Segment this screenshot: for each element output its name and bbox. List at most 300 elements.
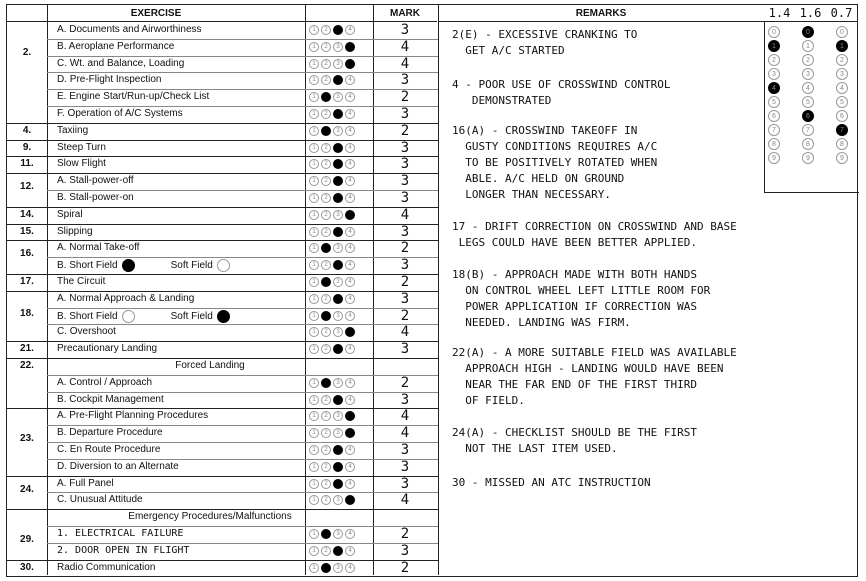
rating-bubble[interactable]: 2	[321, 529, 331, 539]
rating-bubble[interactable]: 2	[321, 159, 331, 169]
rating-bubble[interactable]: 1	[309, 344, 319, 354]
bubble-header	[305, 5, 373, 22]
exercise-label-cell	[57, 125, 88, 136]
score-digit-bubble[interactable]: 9	[836, 152, 848, 164]
rating-bubble[interactable]: 2	[321, 311, 331, 321]
exercise-label: A. Documents and Airworthiness	[57, 24, 202, 35]
rating-bubble[interactable]: 3	[333, 159, 343, 169]
table-row	[7, 240, 438, 260]
table-row	[7, 492, 438, 509]
soft-field-bubble[interactable]	[217, 259, 230, 272]
rating-bubble[interactable]: 4	[345, 563, 355, 573]
rating-bubble[interactable]: 3	[333, 395, 343, 405]
exercise-label: A. Control / Approach	[57, 376, 153, 388]
table-row	[7, 375, 438, 392]
rating-bubbles	[309, 344, 355, 354]
score-digit-bubble[interactable]: 0	[768, 26, 780, 38]
mark-value: 3	[400, 72, 410, 89]
mark-value: 4	[400, 408, 410, 425]
score-digit-bubble[interactable]: 7	[768, 124, 780, 136]
mark-header: MARK	[373, 5, 437, 22]
rating-bubble[interactable]: 1	[309, 495, 319, 505]
evaluation-sheet	[6, 4, 858, 577]
rating-bubble[interactable]: 2	[321, 193, 331, 203]
rating-bubbles	[309, 495, 355, 505]
rating-bubble[interactable]: 1	[309, 243, 319, 253]
exercise-label: A. Full Panel	[57, 477, 114, 489]
score-digit-bubble[interactable]: 0	[802, 26, 814, 38]
table-row	[7, 274, 438, 291]
exercise-label-cell	[57, 528, 183, 539]
table-row	[7, 526, 438, 543]
rating-bubble[interactable]: 4	[345, 210, 355, 220]
rating-bubble[interactable]: 1	[309, 311, 319, 321]
table-row	[7, 89, 438, 106]
exercise-label: B. Short Field	[57, 310, 118, 322]
exercise-label-cell	[57, 427, 163, 438]
rating-bubble[interactable]: 3	[333, 260, 343, 270]
rating-bubbles	[309, 260, 355, 270]
rating-bubble[interactable]: 2	[321, 126, 331, 136]
exercise-label-cell	[57, 545, 189, 556]
score-digit-bubble[interactable]: 5	[836, 96, 848, 108]
rating-bubbles	[309, 479, 355, 489]
exercise-label: Steep Turn	[57, 141, 106, 153]
score-digit-bubble[interactable]: 0	[836, 26, 848, 38]
score-digit-bubble[interactable]: 1	[836, 40, 848, 52]
table-row	[7, 190, 438, 207]
exercise-label: Radio Communication	[57, 561, 156, 573]
rating-bubble[interactable]: 4	[345, 193, 355, 203]
rating-bubble[interactable]: 2	[321, 92, 331, 102]
rating-bubble[interactable]: 1	[309, 176, 319, 186]
rating-bubble[interactable]: 2	[321, 260, 331, 270]
rating-bubble[interactable]: 4	[345, 243, 355, 253]
mark-value: 4	[400, 324, 410, 341]
exercise-label-cell	[57, 377, 152, 388]
mark-value: 2	[400, 526, 410, 542]
rating-bubble[interactable]: 2	[321, 479, 331, 489]
exercise-label: F. Operation of A/C Systems	[57, 108, 183, 119]
exercise-label-cell	[57, 562, 155, 573]
exercise-label: Emergency Procedures/Malfunctions	[128, 511, 292, 523]
rating-bubble[interactable]: 2	[321, 210, 331, 220]
rating-bubbles	[309, 294, 355, 304]
score-digit-bubble[interactable]: 2	[802, 54, 814, 66]
rating-bubble[interactable]: 1	[309, 479, 319, 489]
rating-bubble[interactable]: 3	[333, 227, 343, 237]
rating-bubble[interactable]: 2	[321, 546, 331, 556]
rating-bubble[interactable]: 2	[321, 243, 331, 253]
rating-bubble[interactable]: 3	[333, 445, 343, 455]
rating-bubbles	[309, 126, 355, 136]
exercise-number: 21.	[20, 343, 34, 355]
rating-bubble[interactable]: 4	[345, 143, 355, 153]
rating-bubbles	[309, 327, 355, 337]
rating-bubble[interactable]: 1	[309, 42, 319, 52]
rating-bubble[interactable]: 2	[321, 344, 331, 354]
rating-bubble[interactable]: 1	[309, 75, 319, 85]
rating-bubble[interactable]: 1	[309, 411, 319, 421]
score-digit-bubble[interactable]: 6	[836, 110, 848, 122]
rating-bubble[interactable]: 3	[333, 126, 343, 136]
mark-value: 2	[400, 307, 410, 324]
exercise-header: EXERCISE	[7, 5, 305, 22]
rating-bubble[interactable]: 3	[333, 143, 343, 153]
rating-bubble[interactable]: 1	[309, 378, 319, 388]
rating-bubble[interactable]: 4	[345, 428, 355, 438]
exercise-label: C. Wt. and Balance, Loading	[57, 57, 185, 69]
score-digit-bubble[interactable]: 1	[802, 40, 814, 52]
rating-bubble[interactable]: 2	[321, 227, 331, 237]
rating-bubble[interactable]: 1	[309, 92, 319, 102]
exercise-label: E. Engine Start/Run-up/Check List	[57, 91, 210, 103]
soft-field-label: Soft Field	[170, 310, 213, 322]
table-row	[7, 72, 438, 89]
rating-bubble[interactable]: 4	[345, 159, 355, 169]
exercise-number: 30.	[20, 561, 34, 573]
soft-field-bubble[interactable]	[217, 310, 230, 323]
score-digit-bubble[interactable]: 7	[802, 124, 814, 136]
exercise-label: Forced Landing	[175, 360, 245, 371]
rating-bubble[interactable]: 4	[345, 411, 355, 421]
rating-bubble[interactable]: 2	[321, 445, 331, 455]
rating-bubble[interactable]: 4	[345, 294, 355, 304]
rating-bubble[interactable]: 4	[345, 75, 355, 85]
score-digit-column	[802, 26, 816, 166]
table-row	[7, 543, 438, 560]
rating-bubbles	[309, 176, 355, 186]
rating-bubble[interactable]: 3	[333, 311, 343, 321]
rating-bubble[interactable]: 2	[321, 395, 331, 405]
score-digit-bubble[interactable]: 3	[836, 68, 848, 80]
exercise-label: B. Short Field	[57, 260, 118, 272]
exercise-label-cell	[57, 108, 183, 119]
rating-bubbles	[309, 210, 355, 220]
score-digit-bubble[interactable]: 6	[768, 110, 780, 122]
score-digit-column	[836, 26, 850, 166]
rating-bubble[interactable]: 3	[333, 462, 343, 472]
rating-bubble[interactable]: 1	[309, 260, 319, 270]
mark-value: 3	[400, 223, 410, 240]
rating-bubble[interactable]: 4	[345, 479, 355, 489]
score-header	[764, 5, 857, 22]
rating-bubble[interactable]: 3	[333, 378, 343, 388]
exercise-number: 18.	[20, 307, 34, 319]
rating-bubble[interactable]: 4	[345, 546, 355, 556]
rating-bubbles	[309, 143, 355, 153]
rating-bubble[interactable]: 3	[333, 176, 343, 186]
rating-bubble[interactable]: 3	[333, 42, 343, 52]
exercise-number: 17.	[20, 276, 34, 287]
score-digit-bubble[interactable]: 1	[768, 40, 780, 52]
rating-bubble[interactable]: 4	[345, 126, 355, 136]
exercise-number: 29.	[20, 534, 34, 545]
rating-bubble[interactable]: 2	[321, 59, 331, 69]
rating-bubble[interactable]: 2	[321, 495, 331, 505]
remark-entry: 18(B) - APPROACH MADE WITH BOTH HANDS ON CONTROL WHEEL LEFT LITTLE ROOM FOR POWER APPLICATION IF CORRECTION WAS NEEDED. LANDING WAS FIRM.	[452, 268, 711, 329]
rating-bubble[interactable]: 3	[333, 59, 343, 69]
rating-bubble[interactable]: 1	[309, 159, 319, 169]
rating-bubble[interactable]: 3	[333, 92, 343, 102]
mark-value: 2	[400, 240, 410, 257]
table-row	[7, 560, 438, 577]
score-digit-column	[768, 26, 782, 166]
exercise-label: B. Aeroplane Performance	[57, 40, 175, 52]
rating-bubble[interactable]: 1	[309, 143, 319, 153]
exercise-label: Slipping	[57, 225, 93, 237]
rating-bubble[interactable]: 1	[309, 227, 319, 237]
exercise-number: 12.	[20, 181, 34, 193]
remark-entry: 17 - DRIFT CORRECTION ON CROSSWIND AND BASE LEGS COULD HAVE BEEN BETTER APPLIED.	[452, 220, 737, 249]
mark-value: 3	[400, 257, 410, 274]
rating-bubble[interactable]: 1	[309, 109, 319, 119]
score-digit-bubble[interactable]: 5	[802, 96, 814, 108]
rating-bubble[interactable]: 3	[333, 193, 343, 203]
rating-bubble[interactable]: 1	[309, 563, 319, 573]
mark-value: 3	[400, 173, 410, 190]
rating-bubble[interactable]: 4	[345, 25, 355, 35]
rating-bubble[interactable]: 3	[333, 344, 343, 354]
rating-bubbles	[309, 75, 355, 85]
rating-bubbles	[309, 109, 355, 119]
exercise-label: 1. ELECTRICAL FAILURE	[57, 528, 184, 539]
remark-entry: 2(E) - EXCESSIVE CRANKING TO GET A/C STARTED	[452, 28, 638, 57]
rating-bubble[interactable]: 1	[309, 25, 319, 35]
rating-bubbles	[309, 193, 355, 203]
rating-bubble[interactable]: 3	[333, 546, 343, 556]
exercise-label: A. Pre-Flight Planning Procedures	[57, 410, 209, 422]
table-row	[7, 224, 438, 241]
mark-value: 2	[400, 559, 410, 576]
rating-bubble[interactable]: 1	[309, 462, 319, 472]
rating-bubble[interactable]: 1	[309, 546, 319, 556]
rating-bubbles	[309, 378, 355, 388]
exercise-label: Spiral	[57, 208, 83, 220]
table-row	[7, 341, 438, 358]
exercise-number: 22.	[20, 360, 34, 371]
exercise-label-cell	[57, 58, 184, 69]
rating-bubble[interactable]: 2	[321, 25, 331, 35]
rating-bubble[interactable]: 4	[345, 42, 355, 52]
rating-bubbles	[309, 227, 355, 237]
rating-bubble[interactable]: 4	[345, 462, 355, 472]
rating-bubble[interactable]: 1	[309, 395, 319, 405]
rating-bubble[interactable]: 4	[345, 495, 355, 505]
rating-bubble[interactable]: 4	[345, 59, 355, 69]
rating-bubble[interactable]: 2	[321, 378, 331, 388]
rating-bubble[interactable]: 3	[333, 495, 343, 505]
exercise-label-cell	[57, 24, 202, 35]
score-digit-bubble[interactable]: 8	[802, 138, 814, 150]
rating-bubble[interactable]: 2	[321, 176, 331, 186]
rating-bubble[interactable]: 1	[309, 59, 319, 69]
rating-bubble[interactable]: 3	[333, 479, 343, 489]
rating-bubble[interactable]: 3	[333, 277, 343, 287]
mark-value: 2	[400, 274, 410, 290]
table-row	[7, 106, 438, 123]
exercise-label-cell	[57, 259, 230, 272]
short-field-bubble[interactable]	[122, 310, 135, 323]
rating-bubble[interactable]: 4	[345, 92, 355, 102]
exercise-label-cell	[57, 326, 116, 337]
exercise-label-cell	[57, 276, 105, 287]
remark-entry: 16(A) - CROSSWIND TAKEOFF IN GUSTY CONDITIONS REQUIRES A/C TO BE POSITIVELY ROTATED WHEN ABLE. A/C HELD ON GROUND LONGER THAN NECESSARY.	[452, 124, 658, 201]
rating-bubbles	[309, 445, 355, 455]
score-digit-bubble[interactable]: 8	[768, 138, 780, 150]
exercise-number: 11.	[20, 158, 34, 170]
exercise-label-cell	[57, 410, 208, 421]
table-row	[7, 392, 438, 409]
rating-bubble[interactable]: 4	[345, 176, 355, 186]
rating-bubble[interactable]: 1	[309, 126, 319, 136]
rating-bubble[interactable]: 1	[309, 529, 319, 539]
score-3: 0.7	[830, 6, 853, 20]
mark-value: 3	[400, 475, 410, 492]
rating-bubble[interactable]: 4	[345, 344, 355, 354]
rating-bubbles	[309, 411, 355, 421]
rating-bubble[interactable]: 3	[333, 294, 343, 304]
score-digit-bubble[interactable]: 8	[836, 138, 848, 150]
rating-bubble[interactable]: 4	[345, 395, 355, 405]
rating-bubble[interactable]: 3	[333, 210, 343, 220]
score-digit-bubble[interactable]: 7	[836, 124, 848, 136]
table-row	[7, 358, 438, 375]
rating-bubbles	[309, 462, 355, 472]
exercise-label-cell	[57, 175, 134, 186]
short-field-bubble[interactable]	[122, 259, 135, 272]
rating-bubble[interactable]: 2	[321, 462, 331, 472]
rating-bubble[interactable]: 2	[321, 294, 331, 304]
rating-bubble[interactable]: 1	[309, 428, 319, 438]
exercise-label: B. Cockpit Management	[57, 393, 164, 405]
table-row	[7, 140, 438, 157]
rating-bubble[interactable]: 2	[321, 327, 331, 337]
exercise-label-cell	[47, 511, 373, 522]
exercise-label-cell	[57, 142, 106, 153]
rating-bubble[interactable]: 3	[333, 327, 343, 337]
exercise-label-cell	[47, 360, 373, 371]
rating-bubbles	[309, 59, 355, 69]
exercise-label: B. Departure Procedure	[57, 427, 163, 439]
exercise-label-cell	[57, 41, 174, 52]
exercise-label-cell	[57, 293, 194, 304]
rating-bubble[interactable]: 1	[309, 327, 319, 337]
rating-bubble[interactable]: 3	[333, 243, 343, 253]
exercise-number: 2.	[22, 47, 32, 58]
rating-bubble[interactable]: 2	[321, 42, 331, 52]
rating-bubble[interactable]: 1	[309, 193, 319, 203]
score-digit-bubble[interactable]: 4	[836, 82, 848, 94]
rating-bubble[interactable]: 4	[345, 445, 355, 455]
rating-bubble[interactable]: 4	[345, 227, 355, 237]
score-digit-bubble[interactable]: 4	[768, 82, 780, 94]
rating-bubble[interactable]: 2	[321, 563, 331, 573]
score-digit-bubble[interactable]: 9	[768, 152, 780, 164]
score-1: 1.4	[768, 6, 791, 20]
remark-entry: 30 - MISSED AN ATC INSTRUCTION	[452, 476, 651, 489]
rating-bubble[interactable]: 3	[333, 428, 343, 438]
exercise-label: D. Pre-Flight Inspection	[57, 74, 162, 86]
rating-bubble[interactable]: 3	[333, 411, 343, 421]
mark-value: 4	[400, 492, 410, 509]
exercise-label: Precautionary Landing	[57, 343, 158, 355]
rating-bubbles	[309, 25, 355, 35]
score-digit-bubble[interactable]: 3	[768, 68, 780, 80]
score-digit-bubble[interactable]: 9	[802, 152, 814, 164]
mark-value: 4	[400, 425, 410, 442]
rating-bubble[interactable]: 3	[333, 563, 343, 573]
rating-bubbles	[309, 311, 355, 321]
exercise-label-cell	[57, 444, 160, 455]
mark-value: 3	[400, 458, 410, 475]
mark-value: 3	[400, 442, 410, 458]
exercise-number: 16.	[20, 248, 34, 260]
table-row	[7, 257, 438, 274]
rating-bubble[interactable]: 3	[333, 529, 343, 539]
rating-bubble[interactable]: 4	[345, 109, 355, 119]
score-digit-bubble[interactable]: 4	[802, 82, 814, 94]
remark-entry: 4 - POOR USE OF CROSSWIND CONTROL DEMONSTRATED	[452, 78, 671, 107]
rating-bubble[interactable]: 4	[345, 311, 355, 321]
exercise-label-cell	[57, 242, 139, 253]
mark-value: 3	[400, 190, 410, 206]
score-digit-bubble[interactable]: 3	[802, 68, 814, 80]
score-digit-bubble[interactable]: 5	[768, 96, 780, 108]
rating-bubble[interactable]: 2	[321, 109, 331, 119]
exercise-label: Slow Flight	[57, 158, 106, 170]
rating-bubble[interactable]: 3	[333, 109, 343, 119]
table-row	[7, 442, 438, 459]
mark-value: 2	[400, 89, 410, 106]
rating-bubbles	[309, 42, 355, 52]
rating-bubble[interactable]: 2	[321, 411, 331, 421]
rating-bubble[interactable]: 2	[321, 428, 331, 438]
rating-bubble[interactable]: 4	[345, 260, 355, 270]
rating-bubble[interactable]: 3	[333, 75, 343, 85]
score-digit-bubble[interactable]: 2	[768, 54, 780, 66]
exercise-label-cell	[57, 461, 179, 472]
rating-bubble[interactable]: 2	[321, 277, 331, 287]
mark-value: 3	[400, 156, 410, 173]
mark-value: 3	[400, 341, 410, 358]
mark-value: 3	[400, 139, 410, 156]
rating-bubble[interactable]: 1	[309, 277, 319, 287]
rating-bubble[interactable]: 3	[333, 25, 343, 35]
rating-bubble[interactable]: 4	[345, 529, 355, 539]
score-digit-bubble[interactable]: 2	[836, 54, 848, 66]
score-digit-bubble[interactable]: 6	[802, 110, 814, 122]
rating-bubble[interactable]: 1	[309, 210, 319, 220]
rating-bubble[interactable]: 2	[321, 75, 331, 85]
rating-bubble[interactable]: 4	[345, 327, 355, 337]
rating-bubbles	[309, 92, 355, 102]
rating-bubble[interactable]: 1	[309, 294, 319, 304]
rating-bubble[interactable]: 4	[345, 277, 355, 287]
rating-bubble[interactable]: 2	[321, 143, 331, 153]
exercise-label-cell	[57, 91, 209, 102]
exercise-number: 23.	[20, 433, 34, 445]
exercise-label-cell	[57, 394, 164, 405]
exercise-label: Taxiing	[57, 124, 89, 136]
rating-bubble[interactable]: 4	[345, 378, 355, 388]
exercise-label: C. Overshoot	[57, 326, 116, 338]
exercise-label: C. En Route Procedure	[57, 444, 161, 455]
exercise-number: 9.	[22, 141, 32, 153]
exercise-label-cell	[57, 494, 143, 505]
rating-bubble[interactable]: 1	[309, 445, 319, 455]
rating-bubbles	[309, 277, 355, 287]
